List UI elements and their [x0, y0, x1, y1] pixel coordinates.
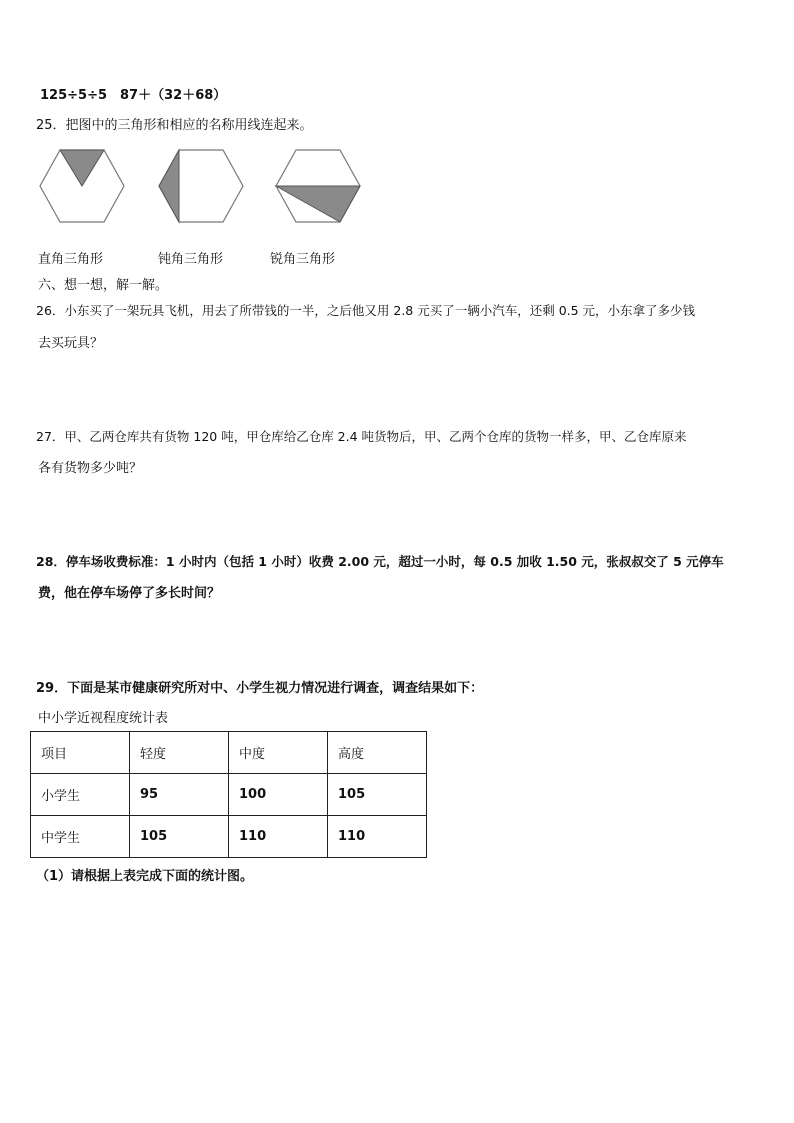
question-26-line1: 26．小东买了一架玩具飞机，用去了所带钱的一半，之后他又用 2.8 元买了一辆小汽车，还剩 0.5 元，小东拿了多少钱: [36, 303, 696, 318]
table-cell: 95: [130, 774, 229, 816]
question-29: 29．下面是某市健康研究所对中、小学生视力情况进行调查，调查结果如下：: [36, 681, 484, 696]
table-header-cell: 项目: [31, 732, 130, 774]
table-cell: 小学生: [31, 774, 130, 816]
top-expressions: 125÷5÷5 87＋（32＋68）: [40, 88, 227, 103]
question-25: 25．把图中的三角形和相应的名称用线连起来。: [36, 118, 313, 133]
table-cell: 100: [229, 774, 328, 816]
table-header-cell: 高度: [328, 732, 427, 774]
table-cell: 110: [328, 816, 427, 858]
table-header-cell: 中度: [229, 732, 328, 774]
question-27-line1: 27．甲、乙两仓库共有货物 120 吨，甲仓库给乙仓库 2.4 吨货物后，甲、乙两个仓库的货物一样多，甲、乙仓库原来: [36, 429, 687, 444]
table-cell: 105: [130, 816, 229, 858]
hexagon-figure-2: [157, 148, 245, 224]
question-26-line2: 去买玩具？: [38, 336, 104, 351]
table-cell: 105: [328, 774, 427, 816]
label-obtuse-triangle: 钝角三角形: [158, 252, 224, 267]
section-six-heading: 六、想一想，解一解。: [38, 278, 169, 293]
hexagon-figure-1: [38, 148, 126, 224]
table-row: [31, 774, 427, 816]
hexagon-figure-3: [274, 148, 362, 224]
table-header-row: [31, 732, 427, 774]
table-row: [31, 816, 427, 858]
question-27-line2: 各有货物多少吨？: [38, 461, 143, 476]
table-header-cell: 轻度: [130, 732, 229, 774]
question-29-sub1: （1）请根据上表完成下面的统计图。: [36, 869, 254, 884]
table-cell: 中学生: [31, 816, 130, 858]
label-acute-triangle: 锐角三角形: [270, 252, 336, 267]
myopia-stats-table: [30, 731, 427, 858]
table-title: 中小学近视程度统计表: [38, 711, 169, 726]
label-right-triangle: 直角三角形: [38, 252, 104, 267]
table-cell: 110: [229, 816, 328, 858]
question-28-line2: 费，他在停车场停了多长时间？: [38, 586, 221, 601]
question-28-line1: 28．停车场收费标准：1 小时内（包括 1 小时）收费 2.00 元，超过一小时，每 0.5 加收 1.50 元，张叔叔交了 5 元停车: [36, 554, 724, 569]
triangle-shape-2: [159, 150, 179, 222]
